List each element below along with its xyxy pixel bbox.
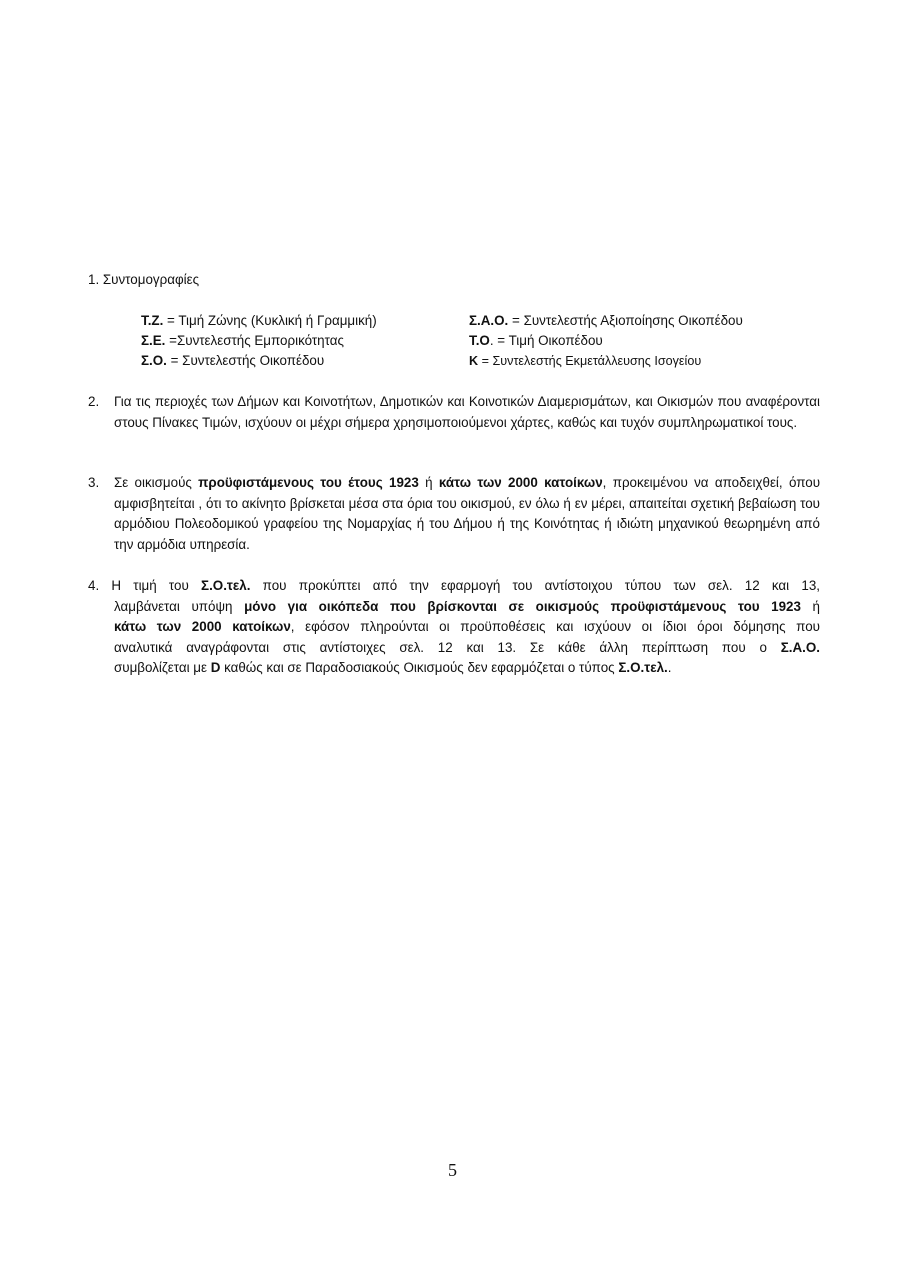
paragraph-2 [88, 392, 820, 433]
abbreviation-sao [469, 311, 743, 331]
abbreviations-left-column [141, 311, 377, 371]
abbreviation-code: Κ [469, 354, 479, 368]
abbreviation-k [469, 351, 743, 371]
abbreviation-separator: = [165, 333, 177, 348]
paragraph-line [88, 617, 820, 638]
paragraph-text: Για τις περιοχές των Δήμων και Κοινοτήτων, Δημοτικών και Κοινοτικών Διαμερισμάτων, και Οικισμών που αναφέρονται στους Πίνακες Τιμών, ισχύουν οι μέχρι σήμερα χρησιμοποιούμενοι χάρτες, καθώς και τυχόν συμπληρωματικοί τους. [114, 394, 820, 430]
bold-text-run: κάτω των 2000 κατοίκων [114, 619, 291, 634]
abbreviation-meaning: Τιμή Ζώνης (Κυκλική ή Γραμμική) [178, 313, 377, 328]
text-run: αναλυτικά αναγράφονται στις αντίστοιχες σελ. 12 και 13. Σε κάθε άλλη περίπτωση που ο [114, 639, 781, 655]
paragraph-text [114, 473, 820, 555]
abbreviation-to [469, 331, 743, 351]
text-run: , προκειμένου να αποδειχθεί, όπου αμφισβητείται , ότι το ακίνητο βρίσκεται μέσα στα όρια του οικισμού, εν όλω ή εν μέρει, απαιτείται σχετική βεβαίωση του αρμόδιου Πολεοδομικού γραφείου της Νομαρχίας ή του Δήμου ή της Κοινότητας ή ιδιώτη μηχανικού θεωρημένη από την αρμόδια υπηρεσία. [114, 475, 821, 552]
text-run: ή [800, 598, 820, 614]
paragraph-number: 2. [88, 394, 100, 409]
abbreviation-so [141, 351, 377, 371]
paragraph-line [88, 638, 820, 659]
text-run: . [667, 660, 672, 675]
bold-text-run: προϋφιστάμενους του έτους 1923 [198, 475, 419, 490]
abbreviation-separator: = [163, 313, 179, 328]
text-run: 4. Η τιμή του [88, 578, 202, 593]
paragraph-3 [88, 473, 820, 555]
text-run: , εφόσον πληρούνται οι προϋποθέσεις και ισχύουν οι ίδιοι όροι δόμησης που [290, 619, 820, 634]
abbreviation-meaning: Συντελεστής Εκμετάλλευσης Ισογείου [492, 354, 702, 368]
bold-text-run: D [210, 660, 221, 675]
abbreviation-meaning: Συντελεστής Αξιοποίησης Οικοπέδου [523, 313, 743, 328]
paragraph-line [88, 658, 820, 679]
abbreviation-se [141, 331, 377, 351]
text-run: συμβολίζεται με [114, 660, 211, 675]
abbreviation-meaning: Συντελεστής Οικοπέδου [182, 353, 325, 368]
abbreviation-code: Τ.Ο [469, 333, 490, 348]
bold-text-run: κάτω των 2000 κατοίκων [438, 475, 603, 490]
abbreviation-code: Σ.Ο. [141, 353, 167, 368]
abbreviation-tz [141, 311, 377, 331]
paragraph-line [88, 597, 820, 618]
text-run: λαμβάνεται υπόψη [114, 598, 245, 614]
section-title: 1. Συντομογραφίες [88, 272, 200, 287]
abbreviation-separator: . = [489, 333, 509, 348]
bold-text-run: μόνο για οικόπεδα που βρίσκονται σε οικισμούς προϋφιστάμενους του 1923 [244, 598, 801, 614]
paragraph-4 [88, 576, 820, 679]
abbreviation-meaning: Συντελεστής Εμπορικότητας [176, 333, 344, 348]
bold-text-run: Σ.Ο.τελ. [201, 578, 251, 593]
bold-text-run: Σ.Ο.τελ. [618, 660, 668, 675]
text-run: ή [418, 475, 439, 490]
bold-text-run: Σ.Α.Ο. [780, 639, 820, 655]
abbreviation-separator: = [478, 354, 493, 368]
abbreviation-code: Σ.Α.Ο. [469, 313, 509, 328]
abbreviations-right-column [469, 311, 743, 371]
paragraph-line [88, 576, 820, 597]
abbreviation-meaning: Τιμή Οικοπέδου [508, 333, 603, 348]
abbreviation-separator: = [166, 353, 183, 368]
text-run: που προκύπτει από την εφαρμογή του αντίστοιχου τύπου των σελ. 12 και 13, [250, 578, 820, 593]
abbreviation-code: Σ.Ε. [141, 333, 166, 348]
page-number: 5 [448, 1160, 457, 1180]
paragraph-number: 3. [88, 475, 100, 490]
text-run: Σε οικισμούς [114, 475, 199, 490]
text-run: καθώς και σε Παραδοσιακούς Οικισμούς δεν εφαρμόζεται ο τύπος [220, 660, 619, 675]
abbreviation-separator: = [508, 313, 524, 328]
abbreviation-code: Τ.Ζ. [141, 313, 164, 328]
